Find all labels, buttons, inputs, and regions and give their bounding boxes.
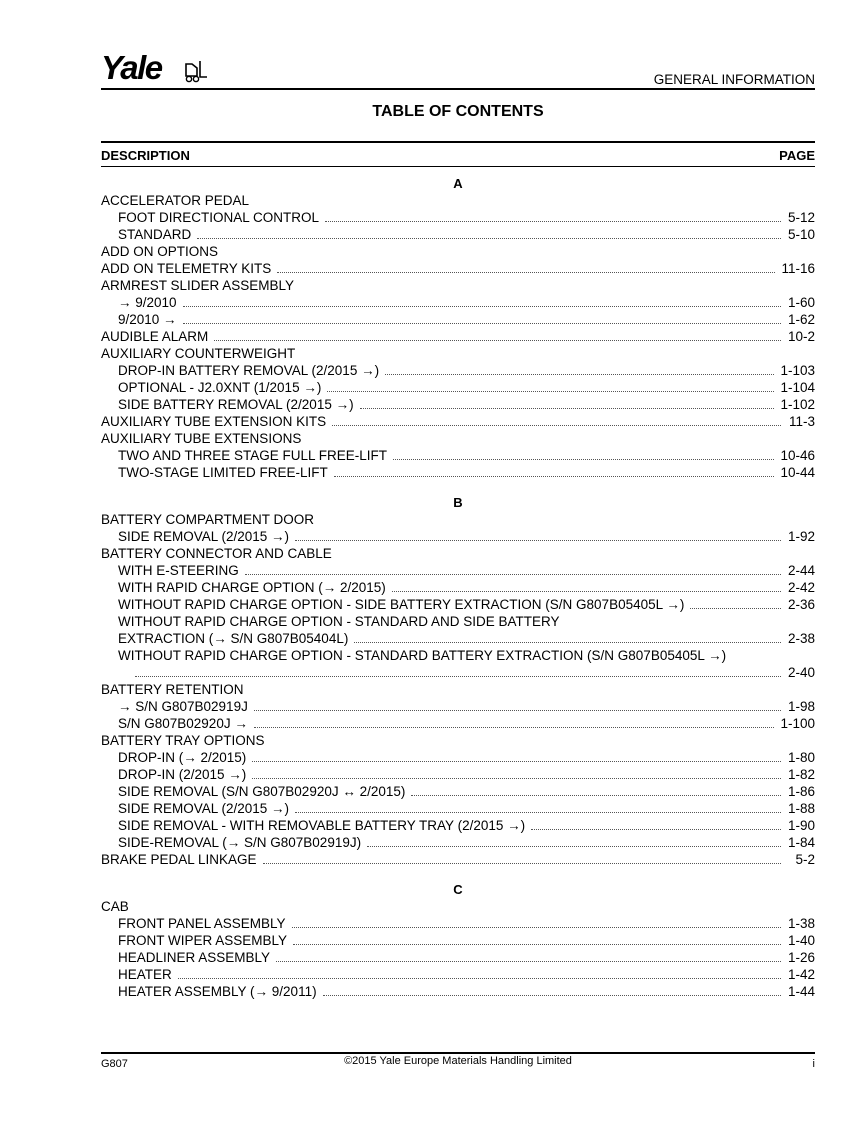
- toc-entry-page: 1-42: [787, 967, 815, 982]
- toc-entry[interactable]: [101, 511, 815, 528]
- footer-copyright: ©2015 Yale Europe Materials Handling Limited: [344, 1055, 572, 1067]
- toc-entry-text: WITHOUT RAPID CHARGE OPTION - STANDARD AND SIDE BATTERY: [118, 614, 560, 629]
- toc-entry[interactable]: [101, 983, 815, 1000]
- toc-entry[interactable]: [101, 545, 815, 562]
- dot-leader: [334, 476, 775, 477]
- dot-leader: [263, 863, 781, 864]
- footer-rule: [101, 1052, 815, 1054]
- toc-entry-text: AUDIBLE ALARM: [101, 329, 209, 344]
- toc-entry-text: SIDE-REMOVAL (→ S/N G807B02919J): [118, 835, 362, 850]
- toc-entry-page: 2-40: [787, 665, 815, 680]
- column-headers: [101, 148, 815, 163]
- toc-entry-text: WITH E-STEERING: [118, 563, 239, 578]
- footer-page-number: i: [812, 1058, 815, 1070]
- toc-entry-text: S/N G807B02920J →: [118, 716, 248, 731]
- toc-entry[interactable]: [101, 898, 815, 915]
- toc-entry-page: 10-2: [787, 329, 815, 344]
- dot-leader: [411, 795, 781, 796]
- dot-leader: [393, 459, 774, 460]
- toc-entry[interactable]: [101, 596, 815, 613]
- toc-entry-text: TWO-STAGE LIMITED FREE-LIFT: [118, 465, 328, 480]
- toc-entry[interactable]: [101, 630, 815, 647]
- toc-entry-page: 1-62: [787, 312, 815, 327]
- dot-leader: [385, 374, 774, 375]
- toc-entry[interactable]: [101, 226, 815, 243]
- dot-leader: [135, 676, 781, 677]
- toc-entry[interactable]: [101, 579, 815, 596]
- toc-entry-text: HEADLINER ASSEMBLY: [118, 950, 271, 965]
- dot-leader: [367, 846, 781, 847]
- section-letter-a: A: [453, 176, 463, 191]
- toc-entry-text: ADD ON OPTIONS: [101, 244, 219, 259]
- toc-entry-page: 1-26: [787, 950, 815, 965]
- toc-entry[interactable]: [101, 817, 815, 834]
- toc-entry-text: AUXILIARY COUNTERWEIGHT: [101, 346, 296, 361]
- toc-entry-text: SIDE BATTERY REMOVAL (2/2015 →): [118, 397, 354, 412]
- toc-entry[interactable]: [101, 260, 815, 277]
- toc-entry[interactable]: [101, 681, 815, 698]
- dot-leader: [531, 829, 781, 830]
- toc-entry-page: 2-38: [787, 631, 815, 646]
- toc-entry-text: DROP-IN BATTERY REMOVAL (2/2015 →): [118, 363, 380, 378]
- dot-leader: [254, 710, 781, 711]
- toc-entry[interactable]: [101, 192, 815, 209]
- toc-entry[interactable]: [101, 447, 815, 464]
- dot-leader: [292, 927, 781, 928]
- section-letter-c: C: [453, 882, 463, 897]
- toc-entry-text: BATTERY COMPARTMENT DOOR: [101, 512, 315, 527]
- toc-entry[interactable]: [101, 613, 815, 630]
- toc-entry[interactable]: [101, 362, 815, 379]
- toc-entry-page: 1-86: [787, 784, 815, 799]
- dot-leader: [276, 961, 781, 962]
- toc-entry[interactable]: [101, 430, 815, 447]
- toc-entry[interactable]: [101, 949, 815, 966]
- toc-entry-page: 1-100: [780, 716, 815, 731]
- toc-entry-text: FRONT PANEL ASSEMBLY: [118, 916, 286, 931]
- toc-entry[interactable]: [101, 783, 815, 800]
- toc-entry-text: AUXILIARY TUBE EXTENSION KITS: [101, 414, 327, 429]
- toc-entry-page: 1-38: [787, 916, 815, 931]
- toc-entry-text: WITH RAPID CHARGE OPTION (→ 2/2015): [118, 580, 386, 595]
- toc-entry[interactable]: [101, 732, 815, 749]
- table-of-contents: [101, 175, 815, 1000]
- toc-entry[interactable]: [101, 311, 815, 328]
- yale-logo: [101, 50, 213, 86]
- dot-leader: [360, 408, 775, 409]
- dot-leader: [183, 306, 781, 307]
- page-column-header: PAGE: [779, 148, 815, 163]
- toc-entry-text: FRONT WIPER ASSEMBLY: [118, 933, 288, 948]
- dot-leader: [295, 812, 781, 813]
- toc-entry[interactable]: [101, 528, 815, 545]
- toc-entry[interactable]: [101, 277, 815, 294]
- toc-entry-page: 1-103: [780, 363, 815, 378]
- dot-leader: [325, 221, 781, 222]
- toc-entry[interactable]: [101, 932, 815, 949]
- toc-entry[interactable]: [101, 647, 815, 664]
- toc-entry[interactable]: [101, 243, 815, 260]
- toc-entry-text: WITHOUT RAPID CHARGE OPTION - STANDARD BATTERY EXTRACTION (S/N G807B05405L →): [118, 648, 727, 663]
- toc-entry-text: BATTERY CONNECTOR AND CABLE: [101, 546, 332, 561]
- toc-entry[interactable]: [101, 413, 815, 430]
- toc-entry[interactable]: [101, 800, 815, 817]
- toc-entry-page: 1-98: [787, 699, 815, 714]
- toc-entry-text: CAB: [101, 899, 129, 914]
- toc-entry-page: 11-16: [781, 261, 815, 276]
- toc-entry-text: AUXILIARY TUBE EXTENSIONS: [101, 431, 302, 446]
- toc-entry-text: ACCELERATOR PEDAL: [101, 193, 250, 208]
- toc-entry-text: HEATER ASSEMBLY (→ 9/2011): [118, 984, 317, 999]
- toc-entry-page: 2-36: [787, 597, 815, 612]
- dot-leader: [295, 540, 781, 541]
- toc-entry-page: 2-44: [787, 563, 815, 578]
- toc-entry-page: 1-60: [787, 295, 815, 310]
- toc-entry-page: 10-44: [780, 465, 815, 480]
- dot-leader: [245, 574, 781, 575]
- toc-entry-text: SIDE REMOVAL (2/2015 →): [118, 529, 290, 544]
- toc-entry-text: OPTIONAL - J2.0XNT (1/2015 →): [118, 380, 322, 395]
- toc-entry-page: 1-102: [780, 397, 815, 412]
- toc-entry-page: 1-104: [780, 380, 815, 395]
- toc-entry-page: 1-80: [787, 750, 815, 765]
- column-header-underline: [101, 166, 815, 167]
- toc-entry-text: SIDE REMOVAL - WITH REMOVABLE BATTERY TRAY (2/2015 →): [118, 818, 526, 833]
- toc-entry-page: 1-88: [787, 801, 815, 816]
- dot-leader: [183, 323, 781, 324]
- dot-leader: [252, 761, 781, 762]
- toc-entry-page: 1-40: [787, 933, 815, 948]
- toc-entry-text: DROP-IN (→ 2/2015): [118, 750, 247, 765]
- toc-entry[interactable]: [101, 379, 815, 396]
- toc-entry-page: 1-82: [787, 767, 815, 782]
- dot-leader: [252, 778, 781, 779]
- toc-entry-text: DROP-IN (2/2015 →): [118, 767, 247, 782]
- toc-entry-text: → S/N G807B02919J: [118, 699, 248, 714]
- toc-entry-text: EXTRACTION (→ S/N G807B05404L): [118, 631, 349, 646]
- toc-entry-text: 9/2010 →: [118, 312, 177, 327]
- toc-entry-text: TWO AND THREE STAGE FULL FREE-LIFT: [118, 448, 388, 463]
- toc-entry[interactable]: [101, 464, 815, 481]
- toc-entry-page: 1-44: [787, 984, 815, 999]
- toc-entry-text: ADD ON TELEMETRY KITS: [101, 261, 272, 276]
- dot-leader: [327, 391, 774, 392]
- toc-entry-text: BATTERY RETENTION: [101, 682, 244, 697]
- toc-entry[interactable]: [101, 345, 815, 362]
- dot-leader: [214, 340, 781, 341]
- toc-entry[interactable]: [101, 966, 815, 983]
- toc-entry-text: ARMREST SLIDER ASSEMBLY: [101, 278, 295, 293]
- dot-leader: [354, 642, 781, 643]
- header-rule: [101, 88, 815, 90]
- toc-entry-text: HEATER: [118, 967, 172, 982]
- toc-entry-text: BATTERY TRAY OPTIONS: [101, 733, 265, 748]
- toc-entry[interactable]: [101, 834, 815, 851]
- toc-entry[interactable]: [101, 915, 815, 932]
- toc-entry-text: STANDARD: [118, 227, 192, 242]
- dot-leader: [332, 425, 781, 426]
- toc-entry-page: 1-90: [787, 818, 815, 833]
- dot-leader: [690, 608, 781, 609]
- toc-entry-text: WITHOUT RAPID CHARGE OPTION - SIDE BATTERY EXTRACTION (S/N G807B05405L →): [118, 597, 685, 612]
- toc-entry-page: 5-2: [795, 852, 815, 867]
- toc-entry-page: 11-3: [788, 414, 815, 429]
- toc-entry-page: 2-42: [787, 580, 815, 595]
- description-column-header: DESCRIPTION: [101, 148, 190, 163]
- dot-leader: [293, 944, 781, 945]
- dot-leader: [197, 238, 781, 239]
- toc-entry[interactable]: [101, 209, 815, 226]
- section-letter-b: B: [453, 495, 463, 510]
- toc-entry[interactable]: [101, 328, 815, 345]
- toc-entry-text: → 9/2010: [118, 295, 177, 310]
- toc-entry-text: BRAKE PEDAL LINKAGE: [101, 852, 257, 867]
- dot-leader: [178, 978, 781, 979]
- toc-entry[interactable]: [101, 766, 815, 783]
- toc-entry[interactable]: [101, 396, 815, 413]
- toc-entry-text: SIDE REMOVAL (2/2015 →): [118, 801, 290, 816]
- toc-entry-text: FOOT DIRECTIONAL CONTROL: [118, 210, 320, 225]
- dot-leader: [254, 727, 775, 728]
- toc-entry-page: 10-46: [780, 448, 815, 463]
- toc-entry[interactable]: [101, 562, 815, 579]
- toc-entry-page: 5-10: [787, 227, 815, 242]
- page-title: TABLE OF CONTENTS: [372, 103, 544, 120]
- toc-entry-page: 1-92: [787, 529, 815, 544]
- footer-model: G807: [101, 1058, 128, 1070]
- toc-entry[interactable]: [101, 749, 815, 766]
- toc-entry[interactable]: [101, 698, 815, 715]
- toc-entry-page: 5-12: [787, 210, 815, 225]
- dot-leader: [392, 591, 781, 592]
- toc-entry[interactable]: [101, 294, 815, 311]
- toc-entry[interactable]: [101, 715, 815, 732]
- dot-leader: [323, 995, 781, 996]
- section-title: GENERAL INFORMATION: [653, 72, 815, 87]
- column-header-rule: [101, 141, 815, 143]
- dot-leader: [277, 272, 775, 273]
- logo-text: Yale: [101, 49, 162, 86]
- forklift-icon: [183, 60, 209, 84]
- toc-entry[interactable]: [101, 664, 815, 681]
- toc-entry-text: SIDE REMOVAL (S/N G807B02920J ↔ 2/2015): [118, 784, 406, 799]
- toc-entry-page: 1-84: [787, 835, 815, 850]
- toc-entry[interactable]: [101, 851, 815, 868]
